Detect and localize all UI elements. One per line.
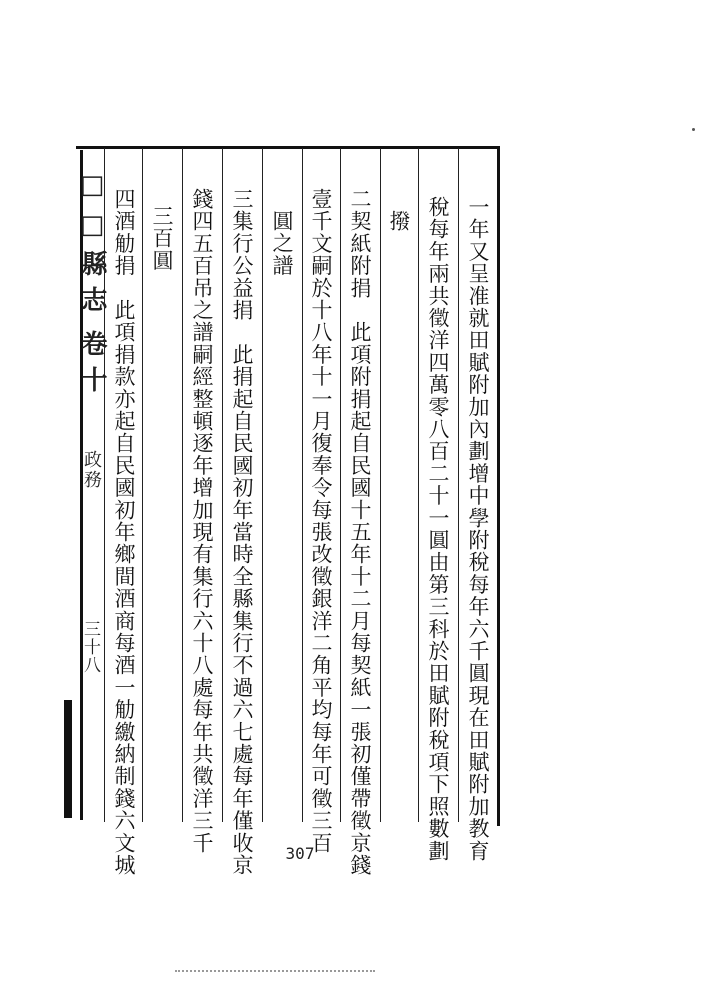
volume-mark: 卷十 [77, 330, 107, 402]
text-column-10: 四酒觔捐 此項捐款亦起自民國初年鄉間酒商每酒一觔繳納制錢六文城 [112, 188, 136, 877]
text-column-1: 一年又呈准就田賦附加內劃增中學附稅每年六千圓現在田賦附加教育 [466, 196, 490, 862]
scan-speck [692, 128, 695, 131]
column-rule [340, 148, 341, 822]
text-column-7: 三集行公益捐 此捐起自民國初年當時全縣集行不過六七處每年僅收京 [230, 188, 254, 877]
column-rule [302, 148, 303, 822]
spine-black-bar [64, 700, 72, 818]
text-column-3: 撥 [387, 210, 411, 233]
scan-artifact-dots [175, 970, 375, 974]
text-column-4: 二契紙附捐 此項附捐起自民國十五年十二月每契紙一張初僅帶徵京錢 [348, 188, 372, 877]
column-rule [418, 148, 419, 822]
column-rule [262, 148, 263, 822]
column-rule [182, 148, 183, 822]
text-column-6: 圓之譜 [270, 210, 294, 277]
text-column-2: 稅每年兩共徵洋四萬零八百二十一圓由第三科於田賦附稅項下照數劃 [426, 196, 450, 862]
text-column-9: 三百圓 [150, 205, 174, 272]
column-rule [222, 148, 223, 822]
running-title: □□縣志 [77, 170, 107, 322]
leaf-number: 三十八 [80, 620, 100, 674]
text-column-8: 錢四五百吊之譜嗣經整頓逐年增加現有集行六十八處每年共徵洋三千 [190, 188, 214, 854]
text-column-5: 壹千文嗣於十八年十一月復奉令每張改徵銀洋二角平均每年可徵三百 [309, 188, 333, 854]
column-rule [458, 148, 459, 822]
section-label: 政務 [81, 450, 102, 490]
page-number: 307 [285, 844, 315, 863]
column-rule [142, 148, 143, 822]
column-rule [380, 148, 381, 822]
